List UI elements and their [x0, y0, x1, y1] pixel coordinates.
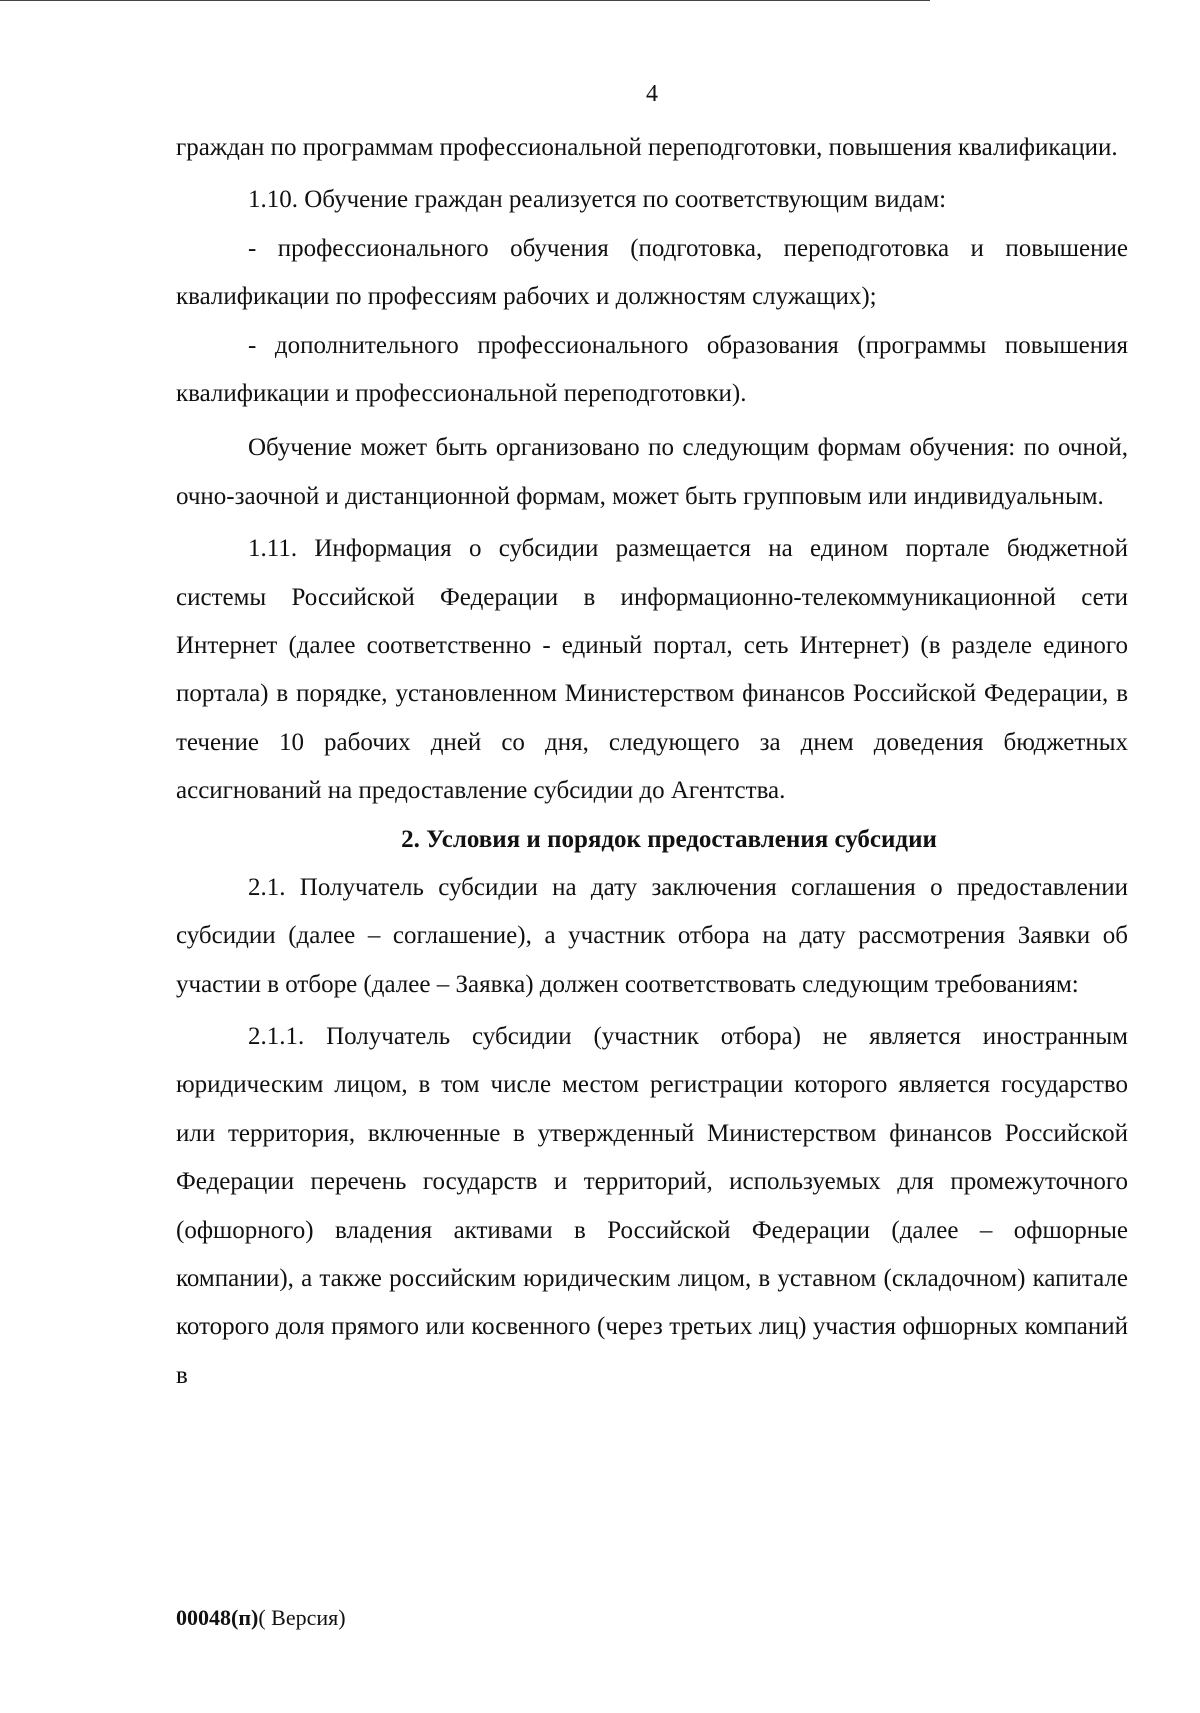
document-code: 00048(п) — [176, 1605, 259, 1630]
document-version: ( Версия) — [258, 1605, 346, 1630]
paragraph-1-10: 1.10. Обучение граждан реализуется по соответствующим видам: — [248, 186, 947, 214]
paragraph-1-11: 1.11. Информация о субсидии размещается на едином портале бюджетной системы Российской Федерации в информационно-телекоммуникационной сети Интернет (далее соответственно - единый портал, сеть Интернет) (в разделе единого портала) в порядке, установленном Министерством финансов Российской Федерации, в течение 10 рабочих дней со дня, следующего за днем доведения бюджетных ассигнований на предоставление субсидии до Агентства. — [176, 535, 1128, 805]
section-heading: 2. Условия и порядок предоставления субсидии — [401, 825, 937, 853]
list-item-additional-education: - дополнительного профессионального образования (программы повышения квалификации и профессиональной переподготовки). — [176, 331, 1128, 408]
paragraph-2-1-1: 2.1.1. Получатель субсидии (участник отбора) не является иностранным юридическим лицом, в том числе местом регистрации которого является государство или территория, включенные в утвержденный Министерством финансов Российской Федерации перечень государств и территорий, используемых для промежуточного (офшорного) владения активами в Российской Федерации (далее – офшорные компании), а также российским юридическим лицом, в уставном (складочном) капитале которого доля прямого или косвенного (через третьих лиц) участия офшорных компаний в — [176, 1022, 1128, 1389]
paragraph-training-forms: Обучение может быть организовано по следующим формам обучения: по очной, очно-заочной и дистанционной формам, может быть групповым или индивидуальным. — [176, 434, 1128, 510]
page-number: 4 — [646, 81, 658, 107]
paragraph-intro: граждан по программам профессиональной переподготовки, повышения квалификации. — [176, 134, 1118, 161]
paragraph-2-1: 2.1. Получатель субсидии на дату заключения соглашения о предоставлении субсидии (далее – соглашение), а участник отбора на дату рассмотрения Заявки об участии в отборе (далее – Заявка) должен соответствовать следующим требованиям: — [176, 873, 1128, 998]
document-footer — [176, 1603, 346, 1633]
top-edge-rule — [0, 0, 930, 1]
list-item-professional-training: - профессионального обучения (подготовка, переподготовка и повышение квалификации по профессиям рабочих и должностям служащих); — [176, 234, 1128, 311]
document-page — [176, 70, 1128, 1400]
